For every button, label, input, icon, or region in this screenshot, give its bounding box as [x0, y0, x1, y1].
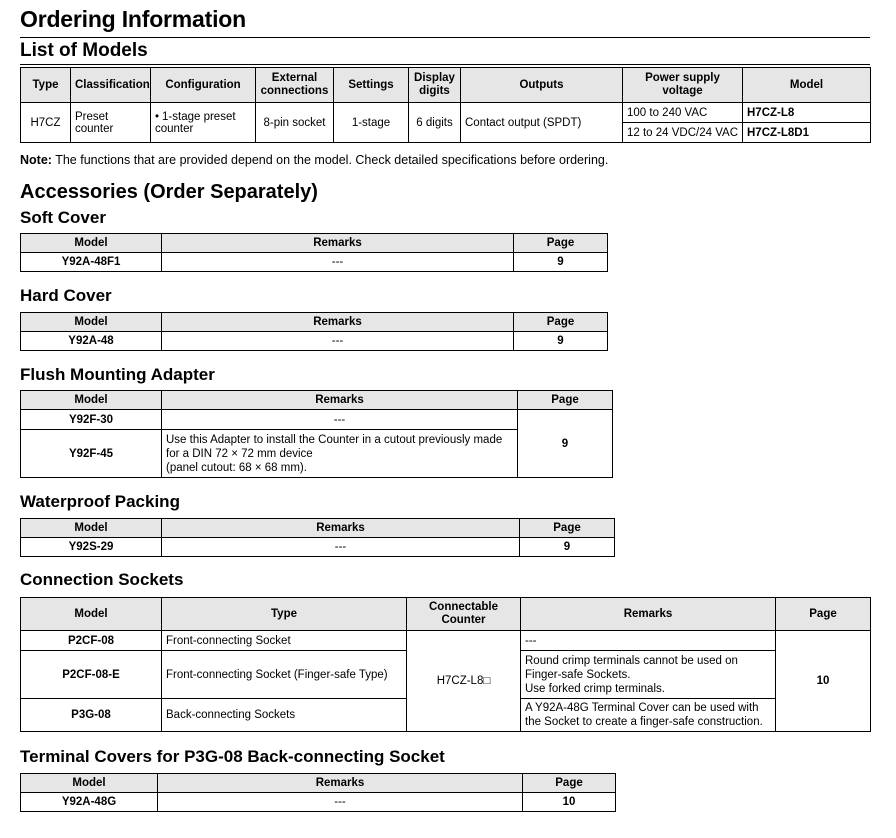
flush-header-remarks: Remarks — [162, 391, 518, 410]
waterproof-header-remarks: Remarks — [162, 519, 520, 538]
waterproof-remarks: --- — [162, 538, 520, 557]
hard-cover-heading: Hard Cover — [20, 286, 112, 305]
sockets-page: 10 — [776, 631, 871, 732]
sockets-type: Front-connecting Socket (Finger-safe Type) — [162, 651, 407, 699]
terminal-table — [20, 773, 616, 812]
flush-model: Y92F-45 — [21, 430, 162, 478]
soft-cover-table — [20, 233, 608, 272]
sockets-remarks — [521, 699, 776, 732]
sockets-connectable: H7CZ-L8□ — [407, 631, 521, 732]
sockets-remarks-line: A Y92A-48G Terminal Cover can be used with — [525, 702, 759, 714]
flush-table — [20, 390, 613, 478]
soft-cover-header-page: Page — [514, 234, 608, 253]
models-table — [20, 67, 871, 143]
models-cell-outputs: Contact output (SPDT) — [461, 103, 623, 143]
waterproof-header-page: Page — [520, 519, 615, 538]
flush-header-page: Page — [518, 391, 613, 410]
flush-header-model: Model — [21, 391, 162, 410]
waterproof-header-model: Model — [21, 519, 162, 538]
sockets-header-model: Model — [21, 598, 162, 631]
terminal-model: Y92A-48G — [21, 793, 158, 812]
sockets-remarks-line: Finger-safe Sockets. — [525, 668, 631, 681]
terminal-page: 10 — [523, 793, 616, 812]
terminal-heading: Terminal Covers for P3G-08 Back-connecting Socket — [20, 747, 445, 766]
models-cell-external: 8-pin socket — [256, 103, 334, 143]
accessories-heading: Accessories (Order Separately) — [20, 181, 318, 203]
sockets-header-remarks: Remarks — [521, 598, 776, 631]
flush-remarks-line: (panel cutout: 68 × 68 mm). — [166, 461, 307, 474]
sockets-model: P2CF-08 — [21, 631, 162, 651]
note-label: Note: — [20, 153, 52, 167]
models-header-voltage: Power supply voltage — [623, 68, 743, 103]
models-header-settings: Settings — [334, 68, 409, 103]
terminal-header-model: Model — [21, 774, 158, 793]
waterproof-table — [20, 518, 615, 557]
soft-cover-model: Y92A-48F1 — [21, 253, 162, 272]
soft-cover-page: 9 — [514, 253, 608, 272]
flush-heading: Flush Mounting Adapter — [20, 365, 215, 384]
models-cell-type: H7CZ — [21, 103, 71, 143]
sockets-remarks-line: Use forked crimp terminals. — [525, 682, 665, 695]
sockets-remarks-line: Round crimp terminals cannot be used on — [525, 654, 738, 667]
hard-cover-page: 9 — [514, 332, 608, 351]
terminal-header-remarks: Remarks — [158, 774, 523, 793]
models-rule — [20, 64, 870, 65]
title-rule — [20, 37, 870, 38]
models-cell-voltage: 100 to 240 VAC — [623, 103, 743, 123]
models-header-model: Model — [743, 68, 871, 103]
soft-cover-header-remarks: Remarks — [162, 234, 514, 253]
models-cell-display: 6 digits — [409, 103, 461, 143]
soft-cover-heading: Soft Cover — [20, 208, 106, 227]
sockets-header-type: Type — [162, 598, 407, 631]
sockets-remarks: --- — [521, 631, 776, 651]
models-cell-model: H7CZ-L8 — [743, 103, 871, 123]
sockets-type: Back-connecting Sockets — [162, 699, 407, 732]
models-header-type: Type — [21, 68, 71, 103]
waterproof-heading: Waterproof Packing — [20, 492, 180, 511]
sockets-heading: Connection Sockets — [20, 570, 184, 589]
flush-remarks — [162, 430, 518, 478]
list-of-models-heading: List of Models — [20, 40, 148, 61]
terminal-remarks: --- — [158, 793, 523, 812]
flush-page: 9 — [518, 410, 613, 478]
models-cell-model: H7CZ-L8D1 — [743, 123, 871, 143]
page-title: Ordering Information — [20, 6, 247, 32]
sockets-table — [20, 597, 871, 732]
sockets-model: P2CF-08-E — [21, 651, 162, 699]
hard-cover-header-remarks: Remarks — [162, 313, 514, 332]
hard-cover-header-model: Model — [21, 313, 162, 332]
sockets-remarks-line: the Socket to create a finger-safe construction. — [525, 716, 763, 728]
flush-remarks-line: Use this Adapter to install the Counter in a cutout previously made — [166, 433, 503, 446]
waterproof-page: 9 — [520, 538, 615, 557]
hard-cover-remarks: --- — [162, 332, 514, 351]
models-header-display: Display digits — [409, 68, 461, 103]
terminal-header-page: Page — [523, 774, 616, 793]
models-cell-configuration — [151, 103, 256, 143]
hard-cover-header-page: Page — [514, 313, 608, 332]
soft-cover-header-model: Model — [21, 234, 162, 253]
models-header-classification: Classification — [71, 68, 151, 103]
sockets-remarks — [521, 651, 776, 699]
flush-remarks-line: for a DIN 72 × 72 mm device — [166, 447, 313, 460]
models-header-outputs: Outputs — [461, 68, 623, 103]
models-cell-voltage: 12 to 24 VDC/24 VAC — [623, 123, 743, 143]
note-text: The functions that are provided depend on the model. Check detailed specifications before ordering. — [55, 153, 609, 167]
soft-cover-remarks: --- — [162, 253, 514, 272]
models-header-external: External connections — [256, 68, 334, 103]
hard-cover-model: Y92A-48 — [21, 332, 162, 351]
hard-cover-table — [20, 312, 608, 351]
sockets-model: P3G-08 — [21, 699, 162, 732]
sockets-header-connectable: Connectable Counter — [407, 598, 521, 631]
models-cell-settings: 1-stage — [334, 103, 409, 143]
models-config-text: • 1-stage preset counter — [155, 111, 236, 135]
sockets-type: Front-connecting Socket — [162, 631, 407, 651]
waterproof-model: Y92S-29 — [21, 538, 162, 557]
models-cell-classification: Preset counter — [71, 103, 151, 143]
flush-model: Y92F-30 — [21, 410, 162, 430]
flush-remarks: --- — [162, 410, 518, 430]
models-note — [20, 153, 608, 167]
sockets-header-page: Page — [776, 598, 871, 631]
models-header-configuration: Configuration — [151, 68, 256, 103]
